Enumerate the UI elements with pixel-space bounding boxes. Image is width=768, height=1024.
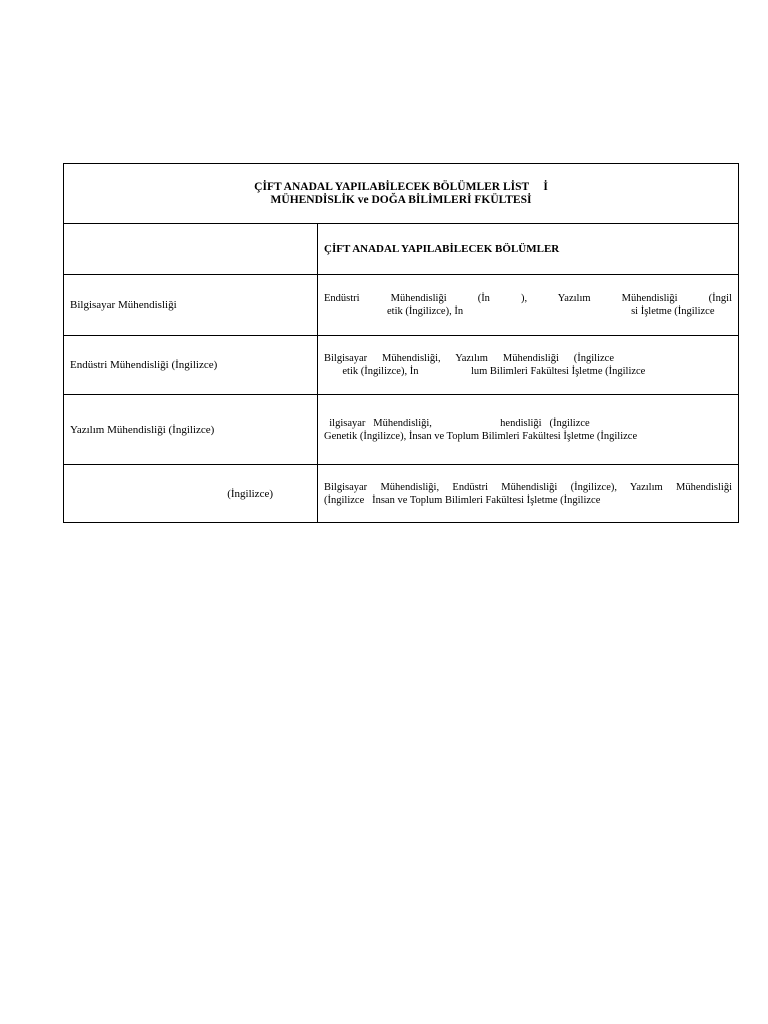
double-major-line: Bilgisayar Mühendisliği, Yazılım Mühendisliği (İngilizce: [324, 353, 614, 364]
document-title: [64, 164, 739, 224]
table-row: [64, 465, 739, 523]
double-major-list: [318, 275, 739, 336]
title-line-1: ÇİFT ANADAL YAPILABİLECEK BÖLÜMLER LİST İ: [254, 180, 548, 193]
double-major-line: ilgisayar Mühendisliği, hendisliği (İngilizce: [324, 417, 590, 429]
table-row: [64, 275, 739, 336]
right-column-header: ÇİFT ANADAL YAPILABİLECEK BÖLÜMLER: [318, 224, 739, 275]
double-major-line: etik (İngilizce), İn si İşletme (İngilizce: [324, 306, 715, 317]
departments-table: [63, 163, 739, 523]
column-header-row: [64, 224, 739, 275]
table-row: [64, 336, 739, 395]
double-major-line: Genetik (İngilizce), İnsan ve Toplum Bilimleri Fakültesi İşletme (İngilizce: [324, 430, 638, 442]
double-major-line: Endüstri Mühendisliği (İn ), Yazılım Mühendisliği (İngil: [324, 293, 732, 304]
table-row: [64, 395, 739, 465]
title-line-2: MÜHENDİSLİK ve DOĞA BİLİMLERİ FKÜLTESİ: [270, 193, 532, 206]
left-column-header: [64, 224, 318, 275]
double-major-list: [318, 336, 739, 395]
department-name: (İngilizce): [64, 465, 318, 523]
double-major-list: [318, 465, 739, 523]
department-name: Endüstri Mühendisliği (İngilizce): [64, 336, 318, 395]
double-major-line: (İngilizce İnsan ve Toplum Bilimleri Fakültesi İşletme (İngilizce: [324, 494, 601, 506]
department-name: Bilgisayar Mühendisliği: [64, 275, 318, 336]
double-major-line: Bilgisayar Mühendisliği, Endüstri Mühendisliği (İngilizce), Yazılım Mühendisliği: [324, 481, 732, 493]
title-row: [64, 164, 739, 224]
double-major-list: [318, 395, 739, 465]
department-name: Yazılım Mühendisliği (İngilizce): [64, 395, 318, 465]
double-major-line: etik (İngilizce), İn lum Bilimleri Fakültesi İşletme (İngilizce: [324, 366, 646, 377]
